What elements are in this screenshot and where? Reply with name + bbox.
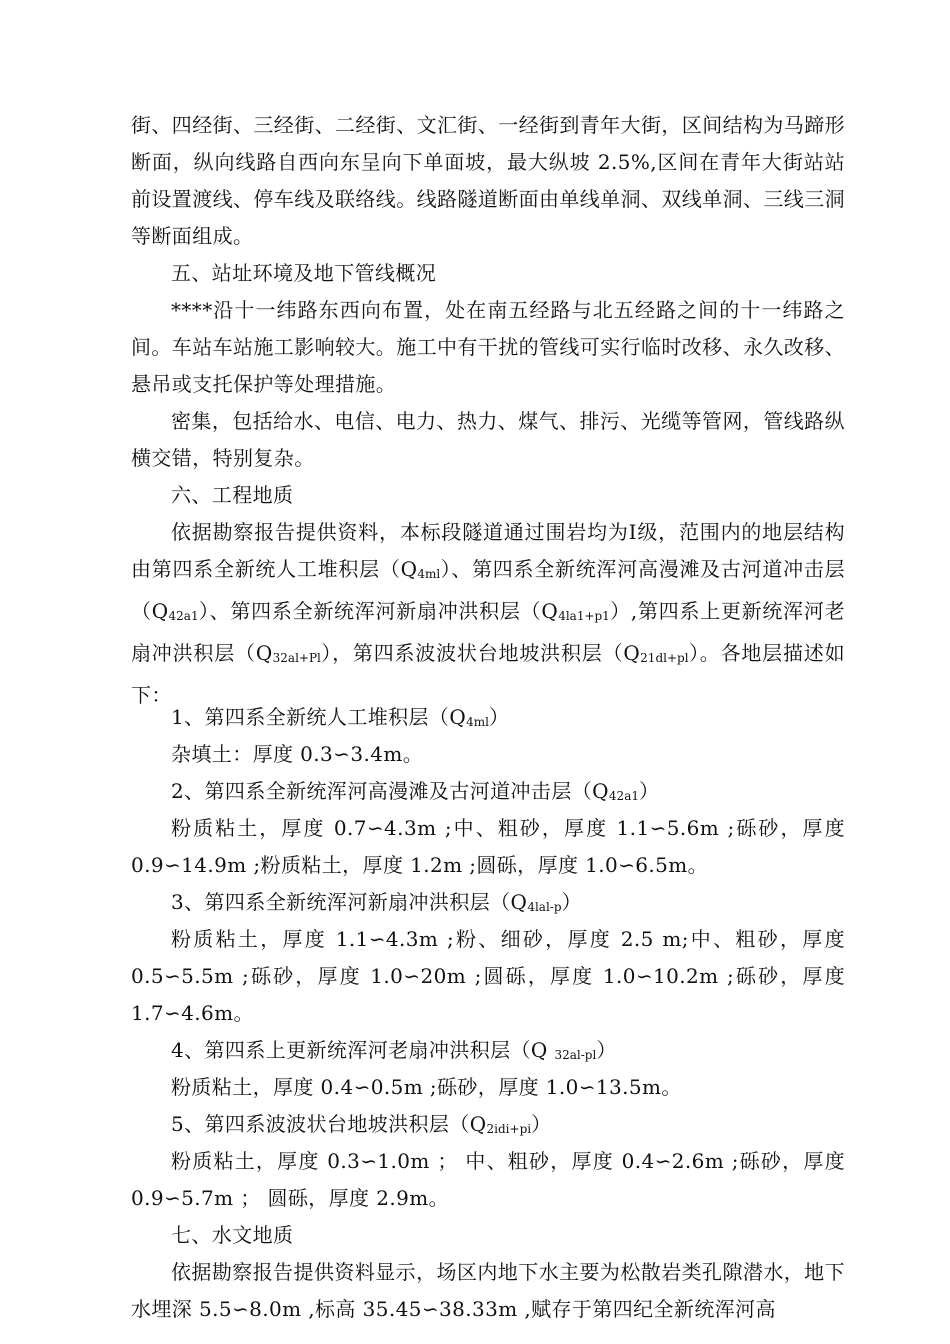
layer-1-description: 杂填土：厚度 0.3∽3.4m。 <box>171 742 424 766</box>
paragraph-geology-overview: 依据勘察报告提供资料，本标段隧道通过围岩均为Ⅰ级，范围内的地层结构由第四系全新统人工堆积层（Q4ml）、第四系全新统浑河高漫滩及古河道冲击层（Q42a1）、第四系全新统浑河新扇冲洪积层（Q4la1+p1）,第四系上更新统浑河老扇冲洪积层（Q32al+Pl），第四系波波状台地坡洪积层（Q21dl+pl）。各地层描述如下： <box>131 520 846 707</box>
layer-2-heading: 2、第四系全新统浑河高漫滩及古河道冲击层（Q42a1） <box>171 779 660 803</box>
layer-4-heading: 4、第四系上更新统浑河老扇冲洪积层（Q 32al-pl） <box>171 1038 617 1062</box>
paragraph-hydrogeology: 依据勘察报告提供资料显示，场区内地下水主要为松散岩类孔隙潜水，地下水埋深 5.5∽8.0m ,标高 35.45∽38.33m ,赋存于第四纪全新统浑河高 <box>131 1260 845 1321</box>
layer-3-heading: 3、第四系全新统浑河新扇冲洪积层（Q4lal-p） <box>171 890 582 914</box>
heading-section-5: 五、站址环境及地下管线概况 <box>171 261 437 285</box>
heading-section-6: 六、工程地质 <box>171 483 294 507</box>
layer-2-description: 粉质粘土，厚度 0.7∽4.3m ;中、粗砂，厚度 1.1∽5.6m ;砾砂，厚度 0.9∽14.9m ;粉质粘土，厚度 1.2m ;圆砾，厚度 1.0∽6.5m。 <box>131 816 845 877</box>
paragraph-site-environment: ****沿十一纬路东西向布置，处在南五经路与北五经路之间的十一纬路之间。车站车站施工影响较大。施工中有干扰的管线可实行临时改移、永久改移、悬吊或支托保护等处理措施。 <box>131 298 845 396</box>
layer-5-heading: 5、第四系波波状台地坡洪积层（Q2idi+pi） <box>171 1112 552 1136</box>
paragraph-pipelines: 密集，包括给水、电信、电力、热力、煤气、排污、光缆等管网，管线路纵横交错，特别复杂。 <box>131 409 845 470</box>
paragraph-route: 街、四经街、三经街、二经街、文汇街、一经街到青年大街，区间结构为马蹄形断面，纵向线路自西向东呈向下单面坡，最大纵坡 2.5%,区间在青年大街站站前设置渡线、停车线及联络线。线路隧道断面由单线单洞、双线单洞、三线三洞等断面组成。 <box>131 113 845 248</box>
layer-1-heading: 1、第四系全新统人工堆积层（Q4ml） <box>171 705 510 729</box>
layer-5-description: 粉质粘土，厚度 0.3∽1.0m ； 中、粗砂，厚度 0.4∽2.6m ;砾砂，厚度 0.9∽5.7m ； 圆砾，厚度 2.9m。 <box>131 1149 845 1210</box>
heading-section-7: 七、水文地质 <box>171 1223 294 1247</box>
layer-4-description: 粉质粘土，厚度 0.4∽0.5m ;砾砂，厚度 1.0∽13.5m。 <box>171 1075 682 1099</box>
layer-3-description: 粉质粘土，厚度 1.1∽4.3m ;粉、细砂，厚度 2.5 m;中、粗砂，厚度 0.5∽5.5m ;砾砂，厚度 1.0∽20m ;圆砾，厚度 1.0∽10.2m ;砾砂，厚度 1.7∽4.6m。 <box>131 927 845 1025</box>
